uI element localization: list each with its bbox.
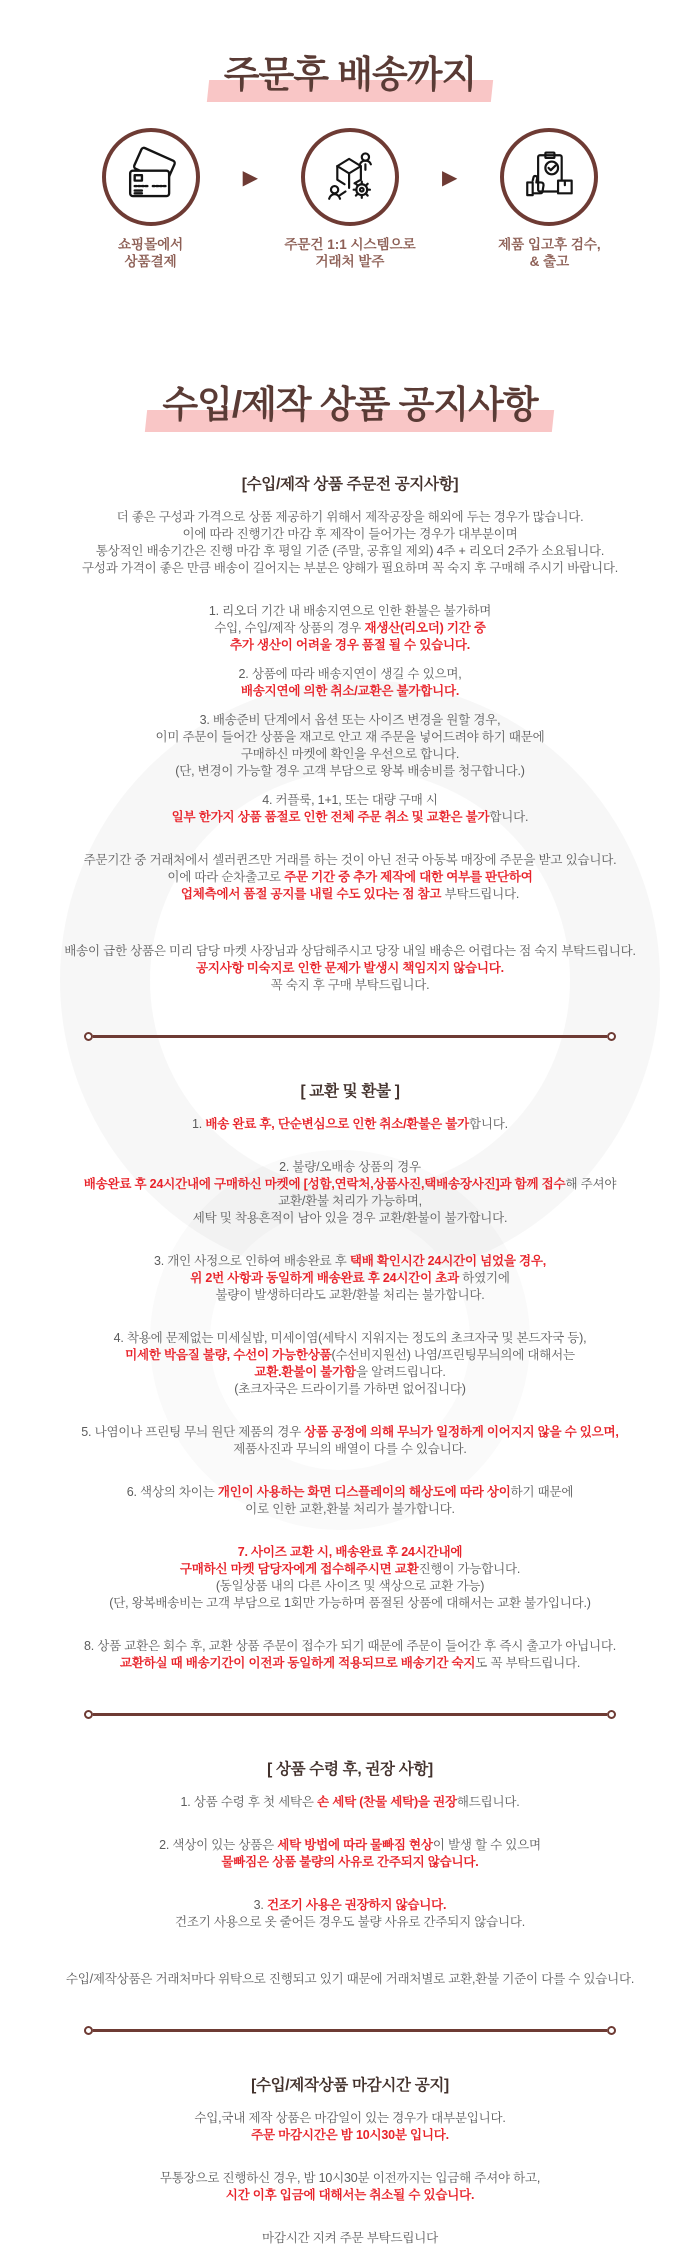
text-line: 8. 상품 교환은 회수 후, 교환 상품 주문이 접수가 되기 때문에 주문이 들어간 후 즉시 출고가 아닙니다. <box>83 1639 617 1653</box>
text-line: (초크자국은 드라이기를 가하면 없어집니다) <box>234 1382 466 1396</box>
text-line: 구매하신 마켓 담당자에게 접수해주시면 교환진행이 가능합니다. <box>179 1562 521 1576</box>
text-line: 구성과 가격이 좋은 만큼 배송이 길어지는 부분은 양해가 필요하며 꼭 숙지 후 구매해 주시기 바랍니다. <box>82 561 618 575</box>
text-block <box>0 603 700 654</box>
text-line: 6. 색상의 차이는 개인이 사용하는 화면 디스플레이의 해상도에 따라 상이하기 때문에 <box>126 1485 574 1499</box>
text-block <box>0 666 700 700</box>
section-body <box>0 1116 700 1672</box>
text-block <box>0 1638 700 1672</box>
text-block <box>0 943 700 994</box>
text-line: 배송이 급한 상품은 미리 담당 마켓 사장님과 상담해주시고 당장 내일 배송은 어렵다는 점 숙지 부탁드립니다. <box>64 944 636 958</box>
text-line: 4. 커플룩, 1+1, 또는 대량 구매 시 <box>262 793 438 807</box>
arrow-right-icon: ▶ <box>442 167 458 189</box>
text-block <box>0 2110 700 2144</box>
text-block <box>0 1484 700 1518</box>
text-line: 공지사항 미숙지로 인한 문제가 발생시 책임지지 않습니다. <box>196 961 504 975</box>
text-line: 수입,국내 제작 상품은 마감일이 있는 경우가 대부분입니다. <box>194 2111 506 2125</box>
divider-dot-icon <box>84 1032 93 1041</box>
section-divider <box>84 2026 616 2035</box>
text-line: 더 좋은 구성과 가격으로 상품 제공하기 위해서 제작공장을 해외에 두는 경우가 많습니다. <box>116 510 584 524</box>
text-block <box>0 1897 700 1931</box>
section-deadline-notice <box>0 2073 700 2247</box>
text-block <box>0 1971 700 1988</box>
text-line: 3. 건조기 사용은 권장하지 않습니다. <box>253 1898 447 1912</box>
text-line: 교환/환불 처리가 가능하며, <box>278 1194 422 1208</box>
text-line: 이에 따라 진행기간 마감 후 제작이 들어가는 경우가 대부분이며 <box>182 527 518 541</box>
section-heading: [ 교환 및 환불 ] <box>300 1083 400 1100</box>
section-body <box>0 509 700 994</box>
text-line: 수입, 수입/제작 상품의 경우 재생산(리오더) 기간 중 <box>214 621 486 635</box>
section-divider <box>84 1032 616 1041</box>
text-line: 무통장으로 진행하신 경우, 밤 10시30분 이전까지는 입금해 주셔야 하고, <box>159 2171 541 2185</box>
text-block <box>0 509 700 577</box>
notice-title: 수입/제작 상품 공지사항 <box>162 374 537 428</box>
text-line: 위 2번 사항과 동일하게 배송완료 후 24시간이 초과 하였기에 <box>190 1271 510 1285</box>
text-line: 건조기 사용으로 옷 줄어든 경우도 불량 사유로 간주되지 않습니다. <box>174 1915 526 1929</box>
text-line: 3. 배송준비 단계에서 옵션 또는 사이즈 변경을 원할 경우, <box>199 713 501 727</box>
text-line: 1. 리오더 기간 내 배송지연으로 인한 환불은 불가하며 <box>208 604 492 618</box>
text-line: 1. 상품 수령 후 첫 세탁은 손 세탁 (찬물 세탁)을 권장해드립니다. <box>180 1795 520 1809</box>
text-line: 3. 개인 사정으로 인하여 배송완료 후 택배 확인시간 24시간이 넘었을 경우, <box>153 1254 547 1268</box>
text-line: 4. 착용에 문제없는 미세실밥, 미세이염(세탁시 지워지는 정도의 초크자국 및 본드자국 등), <box>113 1331 587 1345</box>
text-line: 2. 상품에 따라 배송지연이 생길 수 있으며, <box>238 667 462 681</box>
section-exchange-refund <box>0 1079 700 1672</box>
text-block <box>0 1253 700 1304</box>
section-heading: [수입/제작상품 마감시간 공지] <box>251 2077 449 2094</box>
process-steps <box>0 128 700 290</box>
step-order-system <box>260 128 440 270</box>
text-block <box>0 2230 700 2247</box>
text-line: 미세한 박음질 불량, 수선이 가능한상품(수선비지원선) 나염/프린팅무늬의에 대해서는 <box>125 1348 575 1362</box>
divider-dot-icon <box>84 1710 93 1719</box>
text-line: 2. 색상이 있는 상품은 세탁 방법에 따라 물빠짐 현상이 발생 할 수 있으며 <box>159 1838 541 1852</box>
text-line: 시간 이후 입금에 대해서는 취소될 수 있습니다. <box>225 2188 475 2202</box>
section-heading: [수입/제작 상품 주문전 공지사항] <box>241 476 459 493</box>
text-line: 배송지연에 의한 취소/교환은 불가합니다. <box>240 684 460 698</box>
text-line: 물빠짐은 상품 불량의 사유로 간주되지 않습니다. <box>221 1855 479 1869</box>
divider-dot-icon <box>607 1710 616 1719</box>
text-block <box>0 792 700 826</box>
text-line: 2. 불량/오배송 상품의 경우 <box>279 1160 421 1174</box>
text-line: 7. 사이즈 교환 시, 배송완료 후 24시간내에 <box>237 1545 463 1559</box>
text-line: 교환하실 때 배송기간이 이전과 동일하게 적용되므로 배송기간 숙지도 꼭 부탁드립니다. <box>119 1656 581 1670</box>
step-order-system-label: 주문건 1:1 시스템으로 거래처 발주 <box>284 237 416 269</box>
text-line: 통상적인 배송기간은 진행 마감 후 평일 기준 (주말, 공휴일 제외) 4주 + 리오더 2주가 소요됩니다. <box>95 544 605 558</box>
text-block <box>0 1159 700 1227</box>
text-block <box>0 1837 700 1871</box>
text-line: 주문 마감시간은 밤 10시30분 입니다. <box>251 2128 449 2142</box>
text-line: 추가 생산이 어려울 경우 품절 될 수 있습니다. <box>230 638 470 652</box>
step-payment-label: 쇼핑몰에서 상품결제 <box>118 237 184 269</box>
order-system-icon <box>301 128 399 226</box>
text-line: (단, 왕복배송비는 고객 부담으로 1회만 가능하며 품절된 상품에 대해서는 교환 불가입니다.) <box>109 1596 591 1610</box>
inspection-shipping-icon <box>500 128 598 226</box>
section-after-receipt <box>0 1757 700 1988</box>
text-line: 마감시간 지켜 주문 부탁드립니다 <box>261 2231 439 2245</box>
text-line: 교환.환불이 불가함을 알려드립니다. <box>254 1365 446 1379</box>
text-line: 이로 인한 교환,환불 처리가 불가합니다. <box>245 1502 455 1516</box>
text-line: 업체측에서 품절 공지를 내릴 수도 있다는 점 참고 부탁드립니다. <box>180 887 520 901</box>
text-line: 이에 따라 순차출고로 주문 기간 중 추가 제작에 대한 여부를 판단하여 <box>167 870 533 884</box>
text-block <box>0 712 700 780</box>
section-heading: [ 상품 수령 후, 권장 사항] <box>267 1761 433 1778</box>
text-line: 5. 나염이나 프린팅 무늬 원단 제품의 경우 상품 공정에 의해 무늬가 일정하게 이어지지 않을 수 있으며, <box>81 1425 619 1439</box>
divider-dot-icon <box>84 2026 93 2035</box>
divider-line <box>93 2029 607 2032</box>
section-divider <box>84 1710 616 1719</box>
divider-line <box>93 1713 607 1716</box>
text-line: 배송완료 후 24시간내에 구매하신 마켓에 [성함,연락처,상품사진,택배송장사진]과 함께 접수해 주셔야 <box>83 1177 617 1191</box>
text-block <box>0 1544 700 1612</box>
text-block <box>0 1424 700 1458</box>
text-line: 일부 한가지 상품 품절로 인한 전체 주문 취소 및 교환은 불가합니다. <box>171 810 529 824</box>
step-payment <box>61 128 241 270</box>
text-line: 불량이 발생하더라도 교환/환불 처리는 불가합니다. <box>215 1288 485 1302</box>
section-body <box>0 2110 700 2247</box>
section-pre-order-notice <box>0 472 700 994</box>
credit-card-icon <box>102 128 200 226</box>
divider-dot-icon <box>607 1032 616 1041</box>
text-line: 세탁 및 착용흔적이 남아 있을 경우 교환/환불이 불가합니다. <box>192 1211 508 1225</box>
text-line: (동일상품 내의 다른 사이즈 및 색상으로 교환 가능) <box>215 1579 485 1593</box>
text-block <box>0 2170 700 2204</box>
page-title: 주문후 배송까지 <box>224 44 476 98</box>
text-line: 이미 주문이 들어간 상품을 재고로 안고 재 주문을 넣어드려야 하기 때문에 <box>155 730 545 744</box>
text-line: 1. 배송 완료 후, 단순변심으로 인한 취소/환불은 불가합니다. <box>192 1117 508 1131</box>
divider-dot-icon <box>607 2026 616 2035</box>
arrow-right-icon: ▶ <box>242 167 258 189</box>
text-line: 제품사진과 무늬의 배열이 다를 수 있습니다. <box>233 1442 467 1456</box>
text-block <box>0 852 700 903</box>
text-block <box>0 1116 700 1133</box>
text-block <box>0 1330 700 1398</box>
step-inspection <box>459 128 639 270</box>
section-body <box>0 1794 700 1988</box>
text-line: 주문기간 중 거래처에서 셀러퀸즈만 거래를 하는 것이 아닌 전국 아동복 매장에 주문을 받고 있습니다. <box>83 853 617 867</box>
text-block <box>0 1794 700 1811</box>
text-line: 구매하신 마켓에 확인을 우선으로 합니다. <box>240 747 460 761</box>
text-line: (단, 변경이 가능할 경우 고객 부담으로 왕복 배송비를 청구합니다.) <box>175 764 525 778</box>
text-line: 수입/제작상품은 거래처마다 위탁으로 진행되고 있기 때문에 거래처별로 교환,환불 기준이 다를 수 있습니다. <box>65 1972 635 1986</box>
step-inspection-label: 제품 입고후 검수, & 출고 <box>498 237 601 269</box>
divider-line <box>93 1035 607 1038</box>
text-line: 꼭 숙지 후 구매 부탁드립니다. <box>270 978 430 992</box>
